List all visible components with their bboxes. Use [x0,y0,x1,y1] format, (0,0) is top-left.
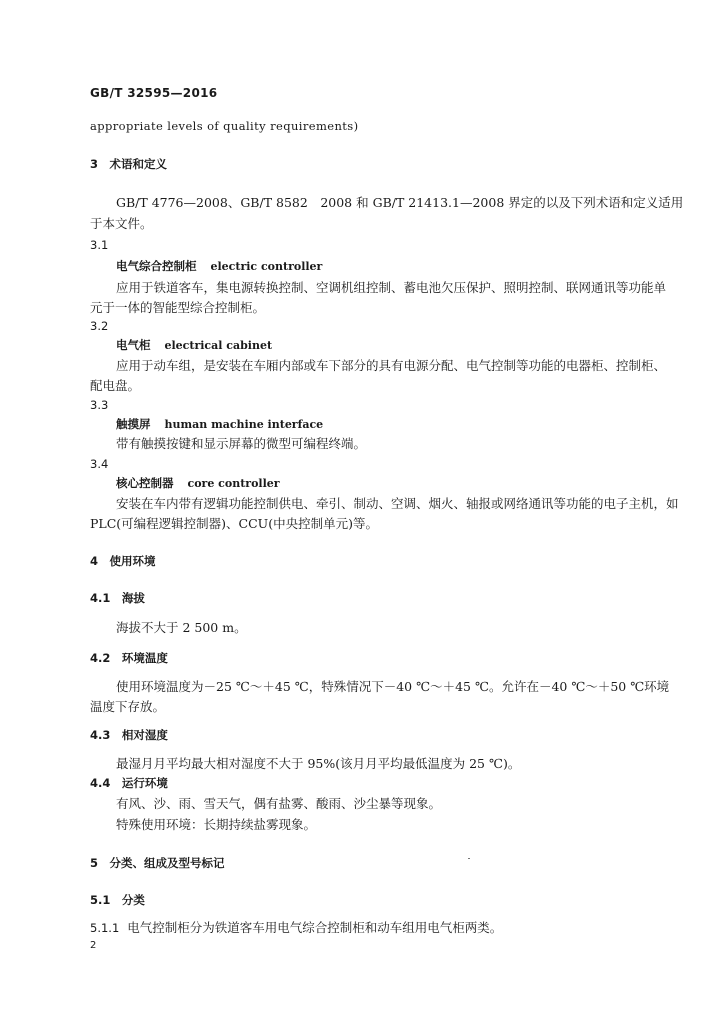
term-3-4-number: 3.4 [90,457,109,471]
term-3-3-en: human machine interface [164,418,324,431]
section-4-3-text: 最湿月月平均最大相对湿度不大于 95%(该月月平均最低温度为 25 ℃)。 [116,756,521,771]
term-3-3-def-line1: 带有触摸按键和显示屏幕的微型可编程终端。 [116,436,367,451]
section-4-4-text-line2: 特殊使用环境：长期持续盐雾现象。 [116,817,317,832]
term-3-1-en: electric controller [210,260,323,273]
section-4-2-heading: 4.2 环境温度 [90,651,168,665]
term-3-4-def-line2: PLC(可编程逻辑控制器)、CCU(中央控制单元)等。 [90,516,378,531]
term-3-3-zh: 触摸屏 [116,417,151,431]
term-3-4-title [116,475,280,492]
section-3-intro-line1: GB/T 4776—2008、GB/T 8582 2008 和 GB/T 21413.1—2008 界定的以及下列术语和定义适用 [116,195,684,210]
term-3-1-title [116,258,322,275]
section-3-heading: 3 术语和定义 [90,157,168,171]
section-5-1-heading: 5.1 分类 [90,893,145,907]
term-3-1-def-line2: 元于一体的智能型综合控制柜。 [90,300,266,315]
clause-5-1-1 [90,920,502,936]
section-4-4-text-line1: 有风、沙、雨、雪天气，偶有盐雾、酸雨、沙尘暴等现象。 [116,796,442,811]
clause-5-1-1-number: 5.1.1 [90,921,120,935]
term-3-2-def-line1: 应用于动车组，是安装在车厢内部或车下部分的具有电源分配、电气控制等功能的电器柜、控制柜、 [116,358,667,373]
term-3-2-def-line2: 配电盘。 [90,378,141,393]
term-3-4-zh: 核心控制器 [116,476,174,490]
section-4-3-heading: 4.3 相对湿度 [90,728,168,742]
continuation-text: appropriate levels of quality requirements) [90,119,359,133]
term-3-1-number: 3.1 [90,238,109,252]
section-4-1-text: 海拔不大于 2 500 m。 [116,620,247,635]
term-3-1-def-line1: 应用于铁道客车，集电源转换控制、空调机组控制、蓄电池欠压保护、照明控制、联网通讯等功能单 [116,280,667,295]
term-3-3-title [116,416,323,433]
standard-code: GB/T 32595—2016 [90,86,218,100]
term-3-4-def-line1: 安装在车内带有逻辑功能控制供电、牵引、制动、空调、烟火、轴报或网络通讯等功能的电子主机，如 [116,496,679,511]
scan-speck [468,858,470,859]
page-number: 2 [90,940,97,951]
term-3-2-number: 3.2 [90,319,109,333]
section-5-heading: 5 分类、组成及型号标记 [90,856,225,870]
section-4-2-text-line2: 温度下存放。 [90,699,166,714]
section-4-heading: 4 使用环境 [90,554,156,568]
term-3-4-en: core controller [187,477,280,490]
term-3-2-en: electrical cabinet [164,339,273,352]
section-4-4-heading: 4.4 运行环境 [90,776,168,790]
clause-5-1-1-text: 电气控制柜分为铁道客车用电气综合控制柜和动车组用电气柜两类。 [127,920,503,935]
term-3-2-zh: 电气柜 [116,338,151,352]
term-3-3-number: 3.3 [90,398,109,412]
section-4-1-heading: 4.1 海拔 [90,591,145,605]
section-3-intro-line2: 于本文件。 [90,216,153,231]
term-3-1-zh: 电气综合控制柜 [116,259,197,273]
section-4-2-text-line1: 使用环境温度为－25 ℃～＋45 ℃，特殊情况下－40 ℃～＋45 ℃。允许在－40 ℃～＋50 ℃环境 [116,679,670,694]
term-3-2-title [116,337,272,354]
